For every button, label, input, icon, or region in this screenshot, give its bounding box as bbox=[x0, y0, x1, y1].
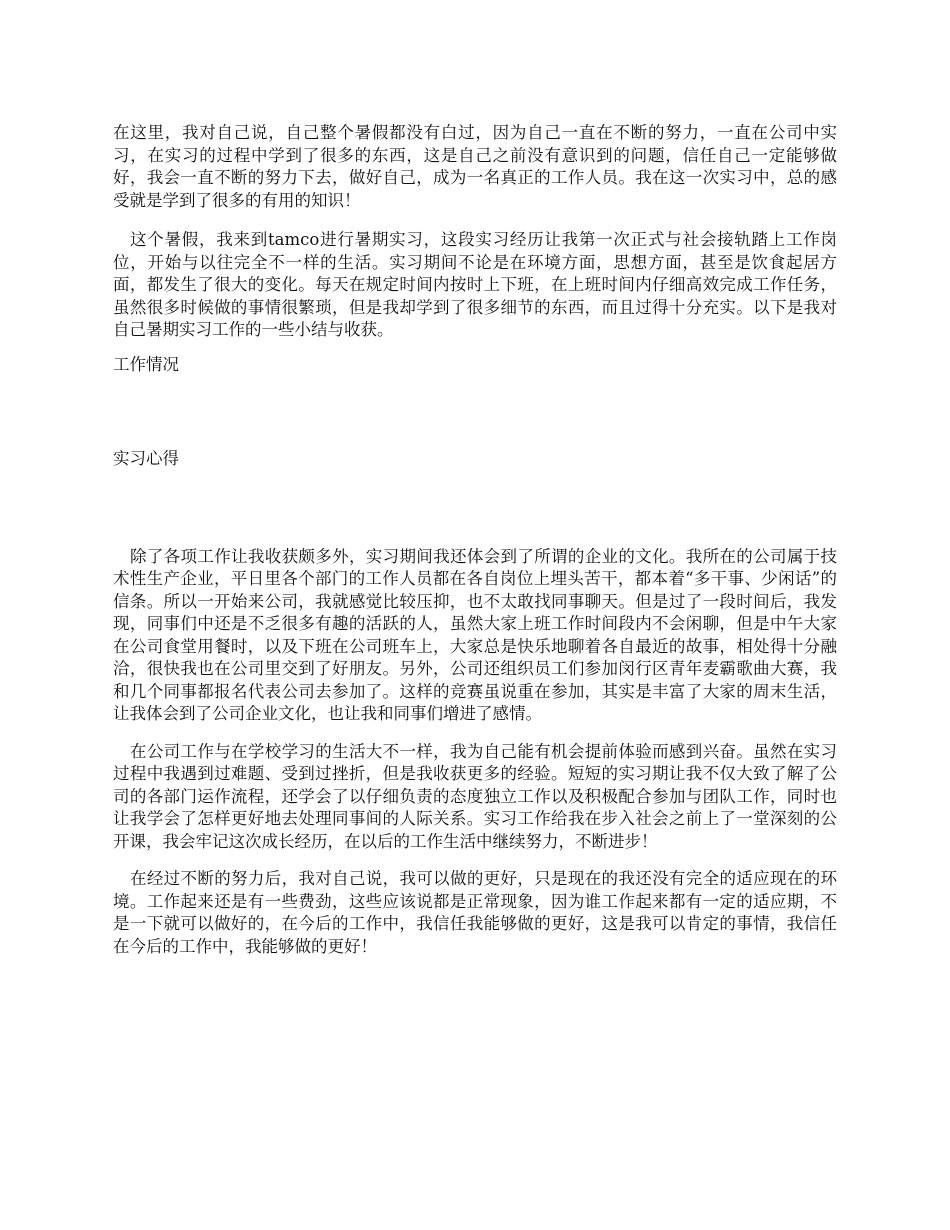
work-status-heading: 工作情况 bbox=[113, 354, 179, 374]
closing-paragraph: 在经过不断的努力后，我对自己说，我可以做的更好，只是现在的我还没有完全的适应现在的环境。工作起来还是有一些费劲，这些应该说都是正常现象，因为谁工作起来都有一定的适应期，不是一下就可以做好的，在今后的工作中，我信任我能够做的更好，这是我可以肯定的事情，我信任在今后的工作中，我能够做的更好！ bbox=[113, 869, 837, 956]
summer-internship-paragraph: 这个暑假，我来到tamco进行暑期实习，这段实习经历让我第一次正式与社会接轨踏上工作岗位，开始与以往完全不一样的生活。实习期间不论是在环境方面，思想方面，甚至是饮食起居方面，都发生了很大的变化。每天在规定时间内按时上下班，在上班时间内仔细高效完成工作任务，虽然很多时候做的事情很繁琐，但是我却学到了很多细节的东西，而且过得十分充实。以下是我对自己暑期实习工作的一些小结与收获。 bbox=[113, 230, 837, 339]
intro-paragraph: 在这里，我对自己说，自己整个暑假都没有白过，因为自己一直在不断的努力，一直在公司中实习，在实习的过程中学到了很多的东西，这是自己之前没有意识到的问题，信任自己一定能够做好，我会一直不断的努力下去，做好自己，成为一名真正的工作人员。我在这一次实习中，总的感受就是学到了很多的有用的知识！ bbox=[113, 123, 837, 210]
document-page bbox=[113, 122, 837, 958]
company-culture-paragraph: 除了各项工作让我收获颇多外，实习期间我还体会到了所谓的企业的文化。我所在的公司属于技术性生产企业，平日里各个部门的工作人员都在各自岗位上埋头苦干，都本着“多干事、少闲话”的信条。所以一开始来公司，我就感觉比较压抑，也不太敢找同事聊天。但是过了一段时间后，我发现，同事们中还是不乏很多有趣的活跃的人，虽然大家上班工作时间段内不会闲聊，但是中午大家在公司食堂用餐时，以及下班在公司班车上，大家总是快乐地聊着各自最近的故事，相处得十分融洽，很快我也在公司里交到了好朋友。另外，公司还组织员工们参加闵行区青年麦霸歌曲大赛，我和几个同事都报名代表公司去参加了。这样的竞赛虽说重在参加，其实是丰富了大家的周末生活，让我体会到了公司企业文化，也让我和同事们增进了感情。 bbox=[113, 546, 837, 723]
insights-heading: 实习心得 bbox=[113, 449, 179, 468]
experience-paragraph: 在公司工作与在学校学习的生活大不一样，我为自己能有机会提前体验而感到兴奋。虽然在实习过程中我遇到过难题、受到过挫折，但是我收获更多的经验。短短的实习期让我不仅大致了解了公司的各部门运作流程，还学会了以仔细负责的态度独立工作以及积极配合参加与团队工作，同时也让我学会了怎样更好地去处理同事间的人际关系。实习工作给我在步入社会之前上了一堂深刻的公开课，我会牢记这次成长经历，在以后的工作生活中继续努力，不断进步！ bbox=[113, 741, 837, 851]
